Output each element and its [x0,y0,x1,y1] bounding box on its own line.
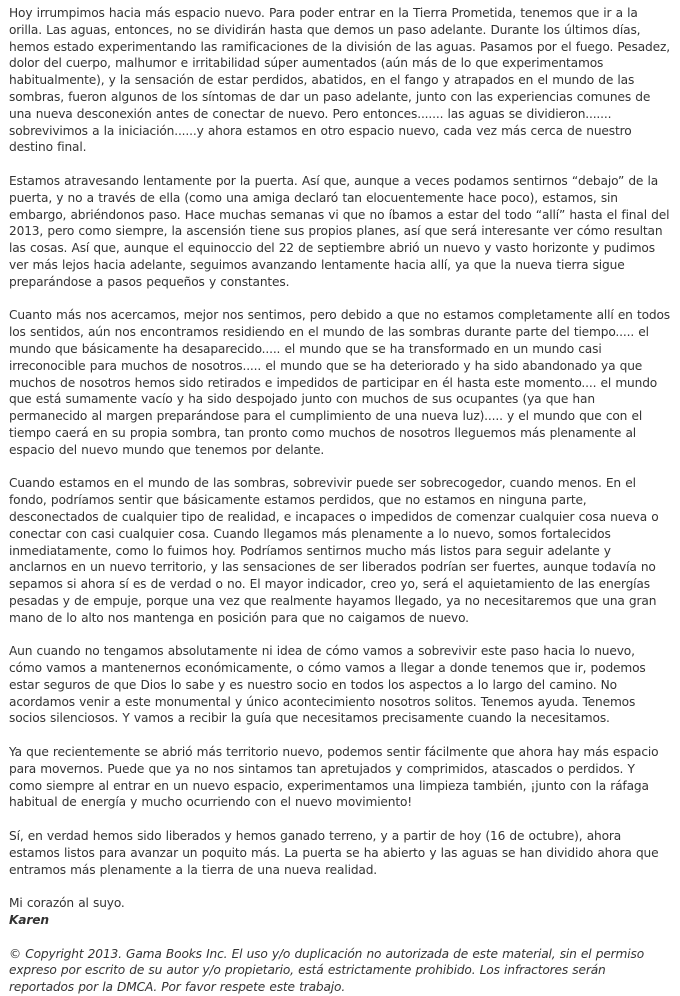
paragraph: Cuando estamos en el mundo de las sombras, sobrevivir puede ser sobrecogedor, cuando menos. En el fondo, podríamos sentir que básicamente estamos perdidos, que no estamos en ninguna parte, desconectados de cualquier tipo de realidad, e incapaces o impedidos de comenzar cualquier cosa nueva o conectar con casi cualquier cosa. Cuando llegamos más plenamente a lo nuevo, somos fortalecidos inmediatamente, como lo fuimos hoy. Podríamos sentirnos mucho más listos para seguir adelante y anclarnos en un nuevo territorio, y las sensaciones de ser liberados podrían ser fuertes, aunque todavía no sepamos si ahora sí es de verdad o no. El mayor indicador, creo yo, será el aquietamiento de las energías pesadas y de empuje, porque una vez que realmente hayamos llegado, ya no necesitaremos que una gran mano de lo alto nos mantenga en posición para que no caigamos de nuevo. [9,476,659,625]
paragraph: Aun cuando no tengamos absolutamente ni idea de cómo vamos a sobrevivir este paso hacia lo nuevo, cómo vamos a mantenernos económicamente, o cómo vamos a llegar a donde tenemos que ir, podemos estar seguros de que Dios lo sabe y es nuestro socio en todos los aspectos a lo largo del camino. No acordamos venir a este monumental y único acontecimiento nosotros solitos. Tenemos ayuda. Tenemos socios silenciosos. Y vamos a recibir la guía que necesitamos precisamente cuando la necesitamos. [9,644,646,726]
author-signature: Karen [9,913,49,928]
paragraph: Sí, en verdad hemos sido liberados y hemos ganado terreno, y a partir de hoy (16 de octubre), ahora estamos listos para avanzar un poquito más. La puerta se ha abierto y las aguas se han dividido ahora que entramos más plenamente a la tierra de una nueva realidad. [9,829,659,877]
paragraph: Cuanto más nos acercamos, mejor nos sentimos, pero debido a que no estamos completamente allí en todos los sentidos, aún nos encontramos residiendo en el mundo de las sombras durante parte del tiempo..... el mundo que básicamente ha desaparecido..... el mundo que se ha transformado en un mundo casi irreconocible para muchos de nosotros..... el mundo que se ha deteriorado y ha sido abandonado ya que muchos de nosotros hemos sido retirados e impedidos de participar en él hasta este momento.... el mundo que está sumamente vacío y ha sido despojado junto con muchos de sus ocupantes (ya que han permanecido al margen preparándose para el cumplimiento de una nueva luz)..... y el mundo que con el tiempo caerá en su propia sombra, tan pronto como muchos de nosotros lleguemos más plenamente al espacio del nuevo mundo que tenemos por delante. [9,308,671,457]
paragraph: Ya que recientemente se abrió más territorio nuevo, podemos sentir fácilmente que ahora hay más espacio para movernos. Puede que ya no nos sintamos tan apretujados y comprimidos, atascados o perdidos. Y como siempre al entrar en un nuevo espacio, experimentamos una limpieza también, ¡junto con la ráfaga habitual de energía y mucho ocurriendo con el nuevo movimiento! [9,745,659,810]
paragraph: Estamos atravesando lentamente por la puerta. Así que, aunque a veces podamos sentirnos “debajo” de la puerta, y no a través de ella (como una amiga declaró tan elocuentemente hace poco), estamos, sin embargo, abriéndonos paso. Hace muchas semanas vi que no íbamos a estar del todo “allí” hasta el final del 2013, pero como siempre, la ascensión tiene sus propios planes, así que será interesante ver cómo resultan las cosas. Así que, aunque el equinoccio del 22 de septiembre abrió un nuevo y vasto horizonte y pudimos ver más lejos hacia adelante, seguimos avanzando lentamente hacia allí, ya que la nueva tierra sigue preparándose a pasos pequeños y constantes. [9,173,670,289]
article-body [9,5,671,996]
copyright-notice: © Copyright 2013. Gama Books Inc. El uso y/o duplicación no autorizada de este material, sin el permiso expreso por escrito de su autor y/o propietario, está estrictamente prohibido. Los infractores serán reportados por la DMCA. Por favor respete este trabajo. [9,946,644,995]
paragraph: Hoy irrumpimos hacia más espacio nuevo. Para poder entrar en la Tierra Prometida, tenemos que ir a la orilla. Las aguas, entonces, no se dividirán hasta que demos un paso adelante. Durante los últimos días, hemos estado experimentando las ramificaciones de la división de las aguas. Pasamos por el fuego. Pesadez, dolor del cuerpo, malhumor e irritabilidad súper aumentados (aún más de lo que experimentamos habitualmente), y la sensación de estar perdidos, abatidos, en el fango y atrapados en el mundo de las sombras, fueron algunos de los síntomas de dar un paso adelante, junto con las experiencias comunes de una nueva desconexión antes de conectar de nuevo. Pero entonces....... las aguas se dividieron....... sobrevivimos a la iniciación......y ahora estamos en otro espacio nuevo, cada vez más cerca de nuestro destino final. [9,6,670,155]
closing-line: Mi corazón al suyo. [9,896,125,911]
